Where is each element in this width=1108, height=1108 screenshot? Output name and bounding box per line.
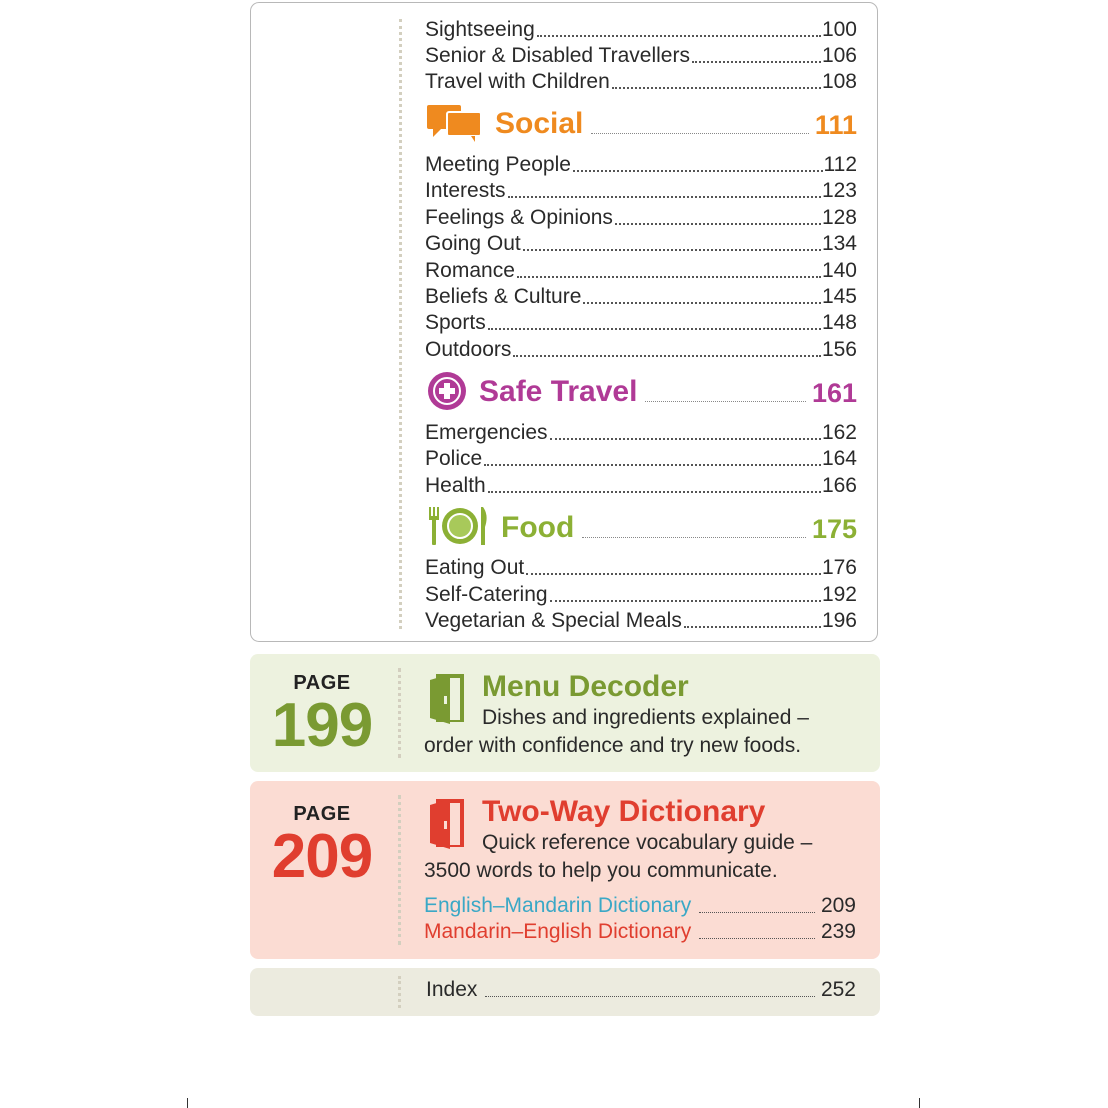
entry-page: 134: [821, 232, 857, 255]
dotted-divider: [398, 668, 401, 758]
entry-title: Sightseeing: [425, 18, 535, 41]
toc-entry[interactable]: [425, 310, 857, 336]
page-label: PAGE: [293, 672, 351, 694]
index-page: 252: [820, 978, 856, 1001]
entry-title: Health: [425, 474, 486, 497]
dictionary-entry-title: Mandarin–English Dictionary: [424, 920, 692, 943]
section-safe-travel[interactable]: [425, 367, 857, 411]
toc-entry[interactable]: [425, 69, 857, 95]
entry-title: Sports: [425, 311, 486, 334]
panel-description: [424, 829, 864, 885]
toc-entry[interactable]: [425, 178, 857, 204]
panel-title: Two-Way Dictionary: [482, 795, 766, 828]
page-reference: [250, 672, 394, 760]
toc-entry[interactable]: [425, 258, 857, 284]
toc-entry[interactable]: [425, 337, 857, 363]
section-title: Social: [495, 107, 584, 140]
section-title: Safe Travel: [479, 375, 638, 408]
crop-mark: [187, 1098, 188, 1108]
dotted-divider: [399, 19, 402, 629]
entry-page: 162: [821, 421, 857, 444]
page-number: 199: [271, 691, 373, 760]
dictionary-entry[interactable]: [424, 919, 856, 945]
page-reference: [250, 803, 394, 891]
entry-page: 123: [821, 179, 857, 202]
entry-page: 108: [821, 70, 857, 93]
entry-page: 106: [821, 44, 857, 67]
entry-title: Interests: [425, 179, 506, 202]
section-page: 111: [814, 110, 857, 140]
toc-entry[interactable]: [425, 205, 857, 231]
section-title: Food: [501, 511, 575, 544]
entry-title: Travel with Children: [425, 70, 610, 93]
description-line: Quick reference vocabulary guide –: [482, 831, 813, 854]
toc-entry[interactable]: [425, 284, 857, 310]
page-number: 209: [271, 822, 373, 891]
toc-entry[interactable]: [425, 420, 857, 446]
toc-card: [250, 2, 878, 642]
description-line: 3500 words to help you communicate.: [424, 859, 778, 882]
entry-page: 128: [821, 206, 857, 229]
panel-title: Menu Decoder: [482, 670, 689, 703]
toc-entry[interactable]: [425, 446, 857, 472]
description-line: Dishes and ingredients explained –: [482, 706, 809, 729]
entry-title: Senior & Disabled Travellers: [425, 44, 690, 67]
dictionary-entry-page: 209: [820, 894, 856, 917]
panel-description: [424, 704, 864, 760]
entry-page: 100: [821, 18, 857, 41]
entry-title: Vegetarian & Special Meals: [425, 609, 682, 632]
entry-title: Meeting People: [425, 153, 571, 176]
entry-title: Beliefs & Culture: [425, 285, 582, 308]
entry-title: Going Out: [425, 232, 521, 255]
entry-title: Self-Catering: [425, 583, 548, 606]
toc-entry[interactable]: [425, 608, 857, 634]
toc-entry[interactable]: [425, 231, 857, 257]
entry-page: 164: [821, 447, 857, 470]
dictionary-entry-page: 239: [820, 920, 856, 943]
index-panel[interactable]: [250, 968, 880, 1016]
entry-title: Eating Out: [425, 556, 525, 579]
medical-plus-icon: [425, 369, 469, 411]
toc-entry[interactable]: [425, 582, 857, 608]
toc-entry[interactable]: [425, 555, 857, 581]
crop-mark: [919, 1098, 920, 1108]
dictionary-entry[interactable]: [424, 893, 856, 919]
entry-title: Feelings & Opinions: [425, 206, 613, 229]
entry-page: 145: [821, 285, 857, 308]
section-page: 161: [811, 378, 857, 408]
entry-page: 148: [821, 311, 857, 334]
toc-entry[interactable]: [425, 152, 857, 178]
index-entry[interactable]: [426, 977, 856, 1003]
dictionary-entry-title: English–Mandarin Dictionary: [424, 894, 692, 917]
description-line: order with confidence and try new foods.: [424, 734, 802, 757]
entry-page: 156: [821, 338, 857, 361]
toc-entry[interactable]: [425, 17, 857, 43]
entry-page: 166: [821, 474, 857, 497]
plate-cutlery-icon: [425, 505, 491, 547]
entry-page: 192: [821, 583, 857, 606]
entry-title: Emergencies: [425, 421, 548, 444]
page-label: PAGE: [293, 803, 351, 825]
section-food[interactable]: [425, 503, 857, 547]
entry-page: 140: [821, 259, 857, 282]
entry-title: Romance: [425, 259, 515, 282]
toc-entry[interactable]: [425, 473, 857, 499]
entry-title: Police: [425, 447, 483, 470]
dotted-divider: [398, 976, 401, 1008]
dotted-divider: [398, 795, 401, 945]
index-title: Index: [426, 978, 478, 1001]
section-social[interactable]: [425, 99, 857, 143]
entry-page: 196: [821, 609, 857, 632]
entry-page: 176: [821, 556, 857, 579]
entry-title: Outdoors: [425, 338, 512, 361]
toc-entry[interactable]: [425, 43, 857, 69]
section-page: 175: [811, 514, 857, 544]
speech-bubbles-icon: [425, 101, 485, 143]
dictionary-panel[interactable]: [250, 781, 880, 959]
menu-decoder-panel[interactable]: [250, 654, 880, 772]
entry-page: 112: [823, 153, 857, 176]
